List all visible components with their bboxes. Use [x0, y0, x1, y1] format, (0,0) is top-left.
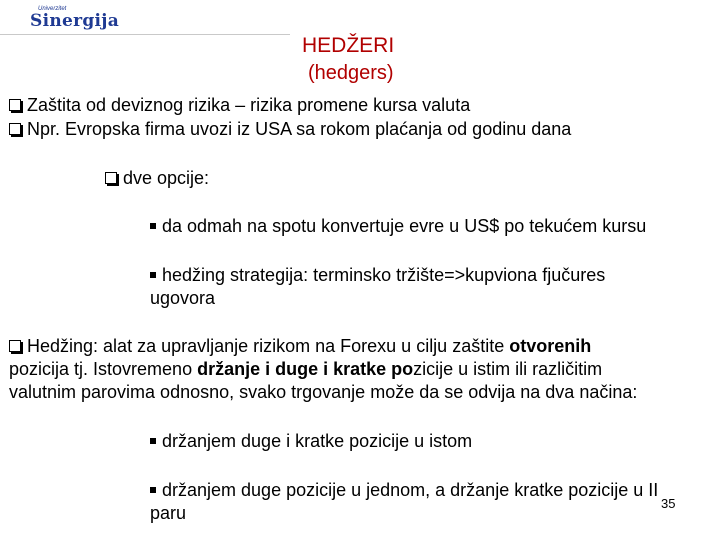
slide-title: HEDŽERI — [302, 34, 395, 57]
checkbox-bullet-icon — [9, 99, 21, 111]
square-bullet-icon — [150, 223, 156, 229]
bullet-example: Npr. Evropska firma uvozi iz USA sa rokom plaćanja od godinu dana — [9, 118, 571, 141]
slide-subtitle: (hedgers) — [308, 62, 394, 84]
university-logo — [2, 4, 120, 36]
bullet-currency-risk: Zaštita od deviznog rizika – rizika promene kursa valuta — [9, 94, 470, 117]
square-bullet-icon — [150, 438, 156, 444]
subbullet-different-pairs-cont: paru — [150, 503, 187, 523]
checkbox-bullet-icon — [9, 340, 21, 352]
header-divider — [0, 34, 290, 35]
checkbox-bullet-icon — [105, 172, 117, 184]
square-bullet-icon — [150, 487, 156, 493]
subbullet-hedging-strategy: hedžing strategija: terminsko tržište=>kupviona fjučures — [150, 264, 605, 287]
subbullet-hedging-strategy-cont: ugovora — [150, 288, 216, 308]
subbullet-spot: da odmah na spotu konvertuje evre u US$ po tekućem kursu — [150, 215, 646, 238]
bullet-hedging-definition-line3: valutnim parovima odnosno, svako trgovanje može da se odvija na dva načina: — [9, 382, 638, 402]
subbullet-same-pair: držanjem duge i kratke pozicije u istom — [150, 430, 472, 453]
bullet-two-options: dve opcije: — [105, 167, 209, 190]
square-bullet-icon — [150, 272, 156, 278]
subbullet-different-pairs: držanjem duge pozicije u jednom, a držanje kratke pozicije u II — [150, 479, 658, 502]
logo-sinergija-text: Sinergija — [30, 11, 120, 31]
bullet-hedging-definition-line2: pozicija tj. Istovremeno držanje i duge i kratke pozicije u istim ili različitim — [9, 359, 603, 379]
page-number: 35 — [661, 496, 676, 511]
checkbox-bullet-icon — [9, 123, 21, 135]
logo-univerzitet-text: Univerzitet — [38, 6, 67, 12]
bullet-hedging-definition: Hedžing: alat za upravljanje rizikom na Forexu u cilju zaštite otvorenih — [9, 335, 591, 358]
